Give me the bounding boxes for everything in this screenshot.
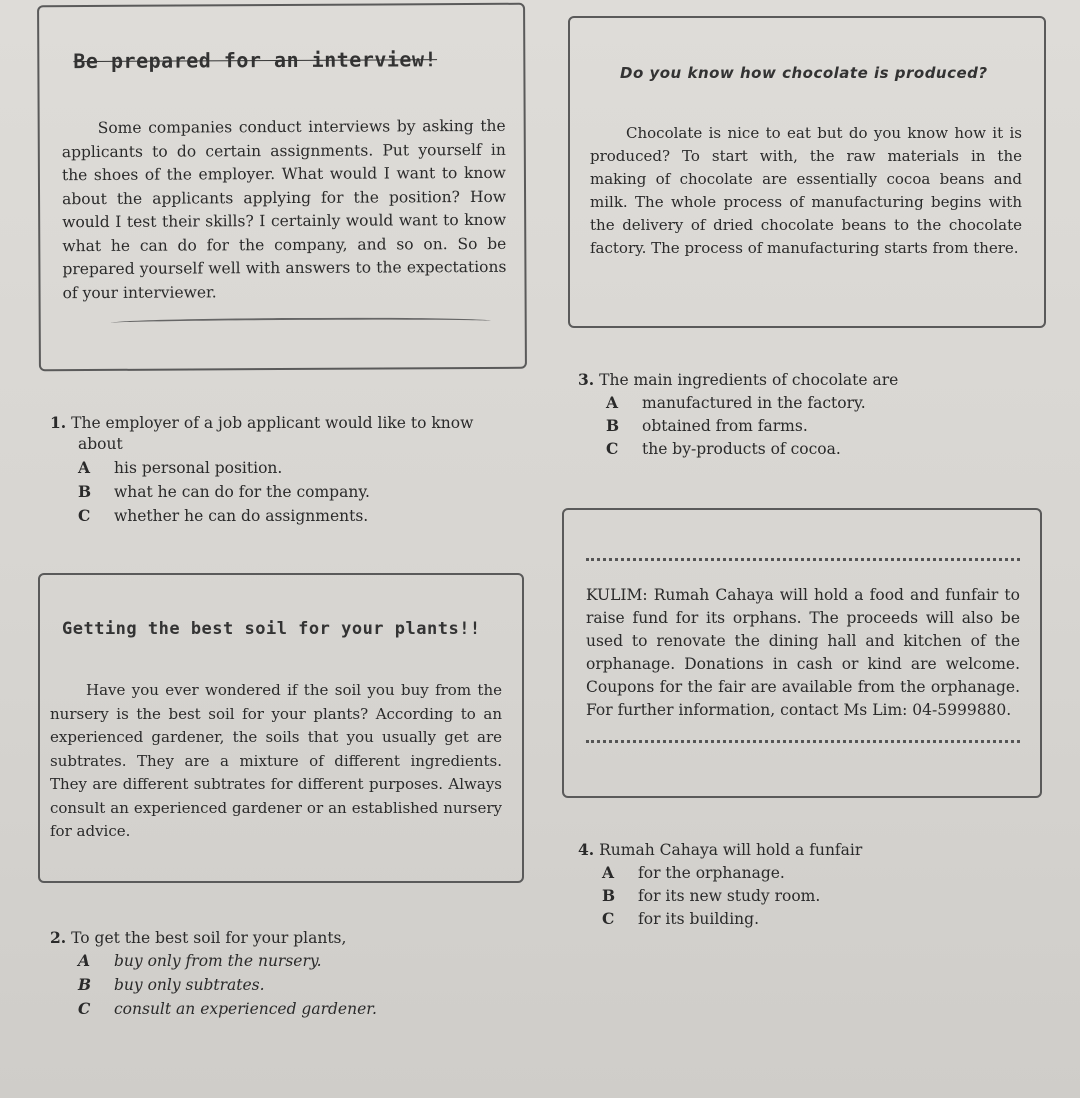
interview-box <box>37 3 527 372</box>
notice-bottom-border <box>586 740 1020 743</box>
question-4-option-a[interactable]: A for the orphanage. <box>602 863 785 882</box>
question-3-option-c[interactable]: C the by-products of cocoa. <box>606 439 841 458</box>
question-3-stem: 3. The main ingredients of chocolate are <box>578 370 899 389</box>
soil-title: Getting the best soil for your plants!! <box>62 619 481 639</box>
interview-body: Some companies conduct interviews by asking the applicants to do certain assignments. Put yourself in the shoes of the employer. What would I want to know about the applicants applying for the position? How would I test their skills? I certainly would want to know what he can do for the company, and so on. So be prepared yourself well with answers to the expectations of your interviewer. <box>61 116 507 302</box>
question-2-stem: 2. To get the best soil for your plants, <box>50 928 347 947</box>
question-2-option-a[interactable]: A buy only from the nursery. <box>78 951 322 970</box>
question-4-option-b[interactable]: B for its new study room. <box>602 886 821 905</box>
soil-body: Have you ever wondered if the soil you buy from the nursery is the best soil for your plants? According to an experienced gardener, the soils that you usually get are subtrates. They are a mixture of different ingredients. They are different subtrates for different purposes. Always consult an experienced gardener or an established nursery for advice. <box>50 681 502 840</box>
question-2-option-b[interactable]: B buy only subtrates. <box>78 975 265 994</box>
question-4-option-c[interactable]: C for its building. <box>602 909 760 928</box>
interview-title: Be prepared for an interview! <box>73 47 438 74</box>
chocolate-box <box>568 16 1046 328</box>
question-1-option-a[interactable]: A his personal position. <box>78 458 283 477</box>
question-1-stem-cont: about <box>78 435 123 453</box>
question-1-option-c[interactable]: C whether he can do assignments. <box>78 506 369 525</box>
kulim-notice-body: KULIM: Rumah Cahaya will hold a food and funfair to raise fund for its orphans. The proceeds will also be used to renovate the dining hall and kitchen of the orphanage. Donations in cash or kind are welcome. Coupons for the fair are available from the orphanage. For further information, contact Ms Lim: 04-5999880. <box>586 586 1020 719</box>
question-2-option-c[interactable]: C consult an experienced gardener. <box>78 999 377 1018</box>
question-3-option-a[interactable]: A manufactured in the factory. <box>606 393 866 412</box>
question-1-option-b[interactable]: B what he can do for the company. <box>78 482 370 501</box>
kulim-notice-box <box>562 508 1042 798</box>
question-4-stem: 4. Rumah Cahaya will hold a funfair <box>578 840 863 859</box>
question-1-stem: 1. The employer of a job applicant would like to know <box>50 413 474 432</box>
soil-box <box>38 573 524 883</box>
notice-top-border <box>586 558 1020 561</box>
chocolate-title: Do you know how chocolate is produced? <box>620 64 988 82</box>
chocolate-body: Chocolate is nice to eat but do you know how it is produced? To start with, the raw materials in the making of chocolate are essentially cocoa beans and milk. The whole process of manufacturing begins with the delivery of dried chocolate beans to the chocolate factory. The process of manufacturing starts from there. <box>590 124 1022 257</box>
question-3-option-b[interactable]: B obtained from farms. <box>606 416 808 435</box>
interview-divider <box>111 317 491 327</box>
